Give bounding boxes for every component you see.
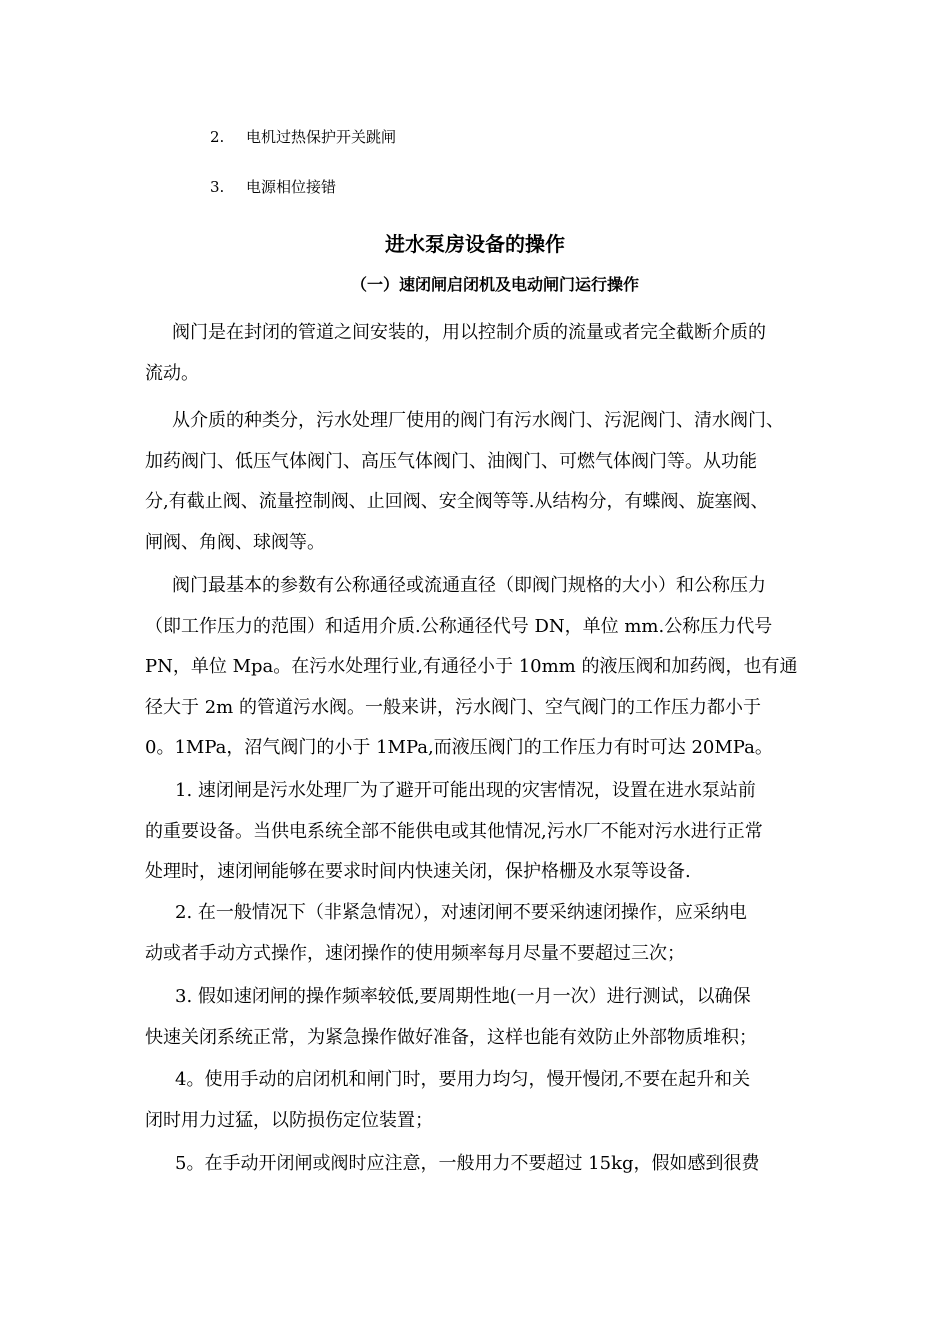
- list-number: 2.: [210, 128, 225, 146]
- paragraph-item-4: [145, 1060, 810, 1141]
- paragraph-line: 的重要设备。当供电系统全部不能供电或其他情况,污水厂不能对污水进行正常: [145, 820, 763, 842]
- paragraph-line: （即工作压力的范围）和适用介质.公称通径代号 DN，单位 mm.公称压力代号: [145, 615, 773, 637]
- section-heading: 进水泵房设备的操作: [385, 232, 565, 256]
- paragraph-line: 闸阀、角阀、球阀等。: [145, 531, 325, 553]
- paragraph-line: 闭时用力过猛，以防损伤定位装置；: [145, 1109, 433, 1131]
- list-text: 电源相位接错: [246, 178, 337, 196]
- paragraph-line: 快速关闭系统正常，为紧急操作做好准备，这样也能有效防止外部物质堆积；: [145, 1026, 757, 1048]
- paragraph-item-2: [145, 893, 810, 974]
- list-item: [210, 127, 396, 147]
- paragraph-valve-types: [145, 401, 810, 563]
- paragraph-line: 流动。: [145, 362, 199, 384]
- paragraph-line: 从介质的种类分，污水处理厂使用的阀门有污水阀门、污泥阀门、清水阀门、: [172, 410, 784, 431]
- paragraph-line: 5。在手动开闭闸或阀时应注意，一般用力不要超过 15kg，假如感到很费: [175, 1153, 760, 1174]
- list-item: [210, 177, 336, 197]
- paragraph-line: 0。1MPa，沼气阀门的小于 1MPa,而液压阀门的工作压力有时可达 20MPa。: [145, 737, 773, 758]
- list-text: 电机过热保护开关跳闸: [246, 128, 397, 146]
- paragraph-valve-parameters: [145, 566, 810, 769]
- paragraph-line: 2. 在一般情况下（非紧急情况），对速闭闸不要采纳速闭操作，应采纳电: [175, 902, 747, 923]
- paragraph-line: 处理时，速闭闸能够在要求时间内快速关闭，保护格栅及水泵等设备.: [145, 861, 691, 882]
- paragraph-line: 加药阀门、低压气体阀门、高压气体阀门、油阀门、可燃气体阀门等。从功能: [145, 450, 757, 472]
- paragraph-line: 阀门是在封闭的管道之间安装的，用以控制介质的流量或者完全截断介质的: [172, 322, 766, 343]
- list-number: 3.: [210, 178, 225, 196]
- paragraph-line: PN，单位 Mpa。在污水处理行业,有通径小于 10mm 的液压阀和加药阀，也有通: [145, 656, 798, 677]
- paragraph-item-5: [145, 1144, 810, 1185]
- section-subheading: （一）速闭闸启闭机及电动闸门运行操作: [350, 275, 639, 294]
- paragraph-item-1: [145, 771, 810, 893]
- paragraph-valve-intro: [145, 313, 810, 394]
- paragraph-line: 4。使用手动的启闭机和闸门时，要用力均匀，慢开慢闭,不要在起升和关: [175, 1069, 751, 1090]
- paragraph-line: 1. 速闭闸是污水处理厂为了避开可能出现的灾害情况，设置在进水泵站前: [175, 780, 756, 801]
- paragraph-line: 3. 假如速闭闸的操作频率较低,要周期性地(一月一次）进行测试，以确保: [175, 986, 751, 1007]
- paragraph-item-3: [145, 977, 810, 1058]
- paragraph-line: 动或者手动方式操作，速闭操作的使用频率每月尽量不要超过三次；: [145, 942, 685, 964]
- paragraph-line: 分,有截止阀、流量控制阀、止回阀、安全阀等等.从结构分，有蝶阀、旋塞阀、: [145, 491, 769, 512]
- paragraph-line: 阀门最基本的参数有公称通径或流通直径（即阀门规格的大小）和公称压力: [172, 575, 766, 596]
- paragraph-line: 径大于 2m 的管道污水阀。一般来讲，污水阀门、空气阀门的工作压力都小于: [145, 696, 761, 718]
